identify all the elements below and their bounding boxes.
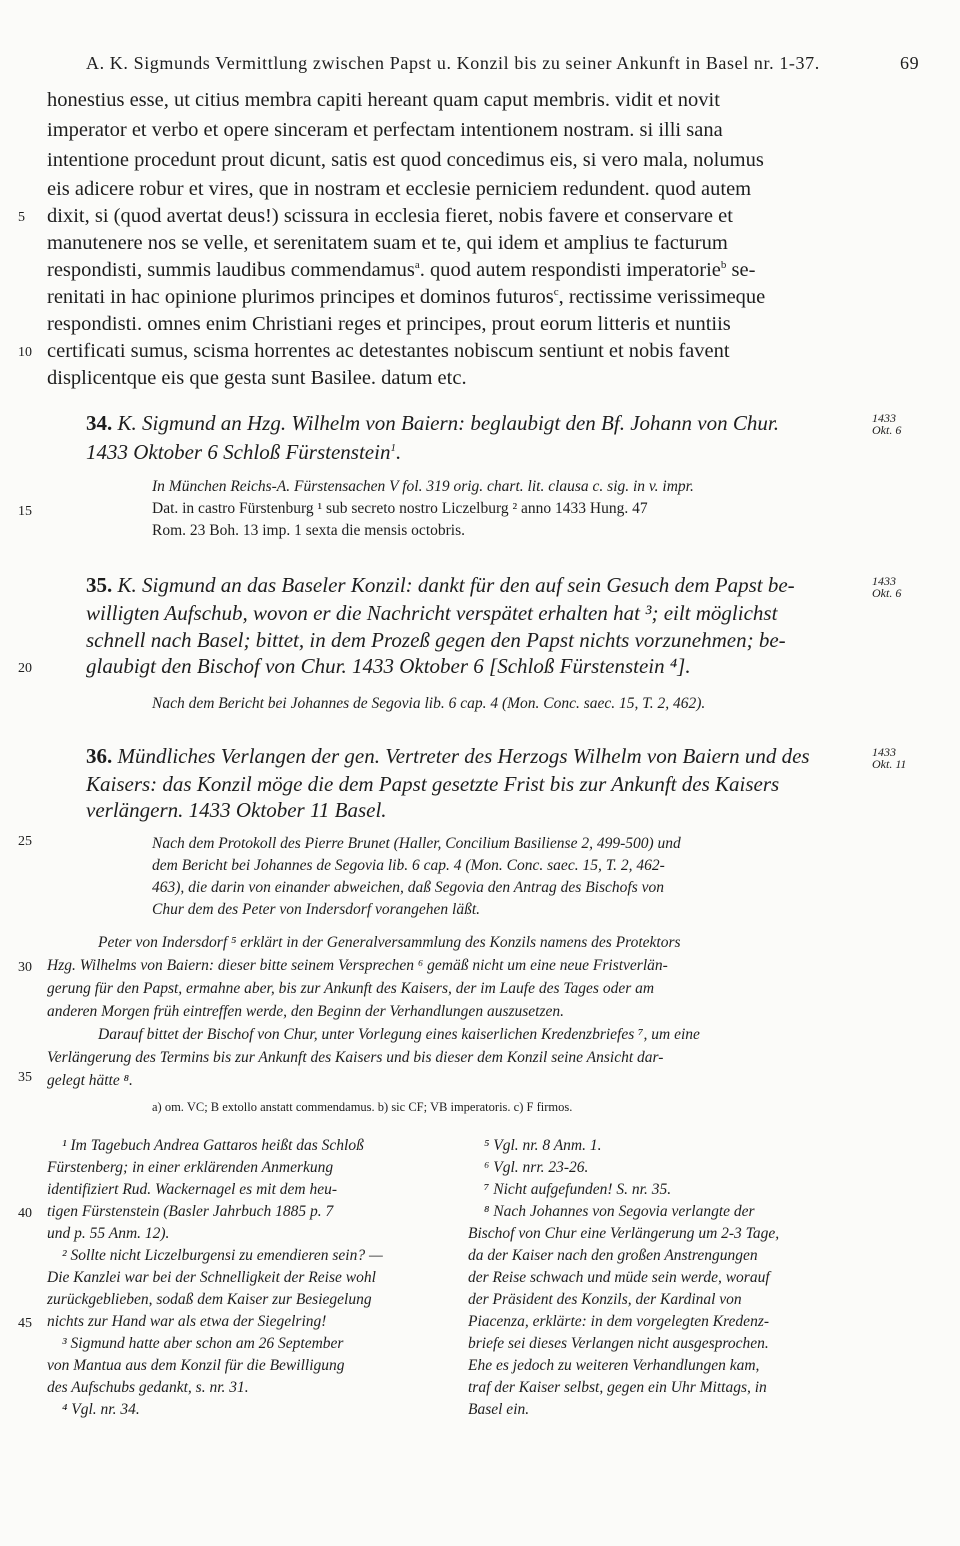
document-title: willigten Aufschub, wovon er die Nachricht verspätet erhalten hat ³; eilt möglichst [86,601,778,625]
footnote-line: Bischof von Chur eine Verlängerung um 2-3 Tage, [468,1225,780,1242]
text-line: Verlängerung des Termins bis zur Ankunft des Kaisers und bis dieser dem Konzil seine Ansicht dar- [47,1049,664,1066]
document-35-source: Nach dem Bericht bei Johannes de Segovia lib. 6 cap. 4 (Mon. Conc. saec. 15, T. 2, 462). [152,695,706,712]
source-line: Rom. 23 Boh. 13 imp. 1 sexta die mensis octobris. [152,522,465,539]
text-line: Peter von Indersdorf ⁵ erklärt in der Generalversammlung des Konzils namens des Protektors [98,934,681,951]
text-line: gelegt hätte ⁸. [47,1072,133,1089]
apparatus-mark: b [720,259,727,272]
running-title: A. K. Sigmunds Vermittlung zwischen Papst u. Konzil bis zu seiner Ankunft in Basel nr. 1-37. [86,53,820,73]
footnote-line: ¹ Im Tagebuch Andrea Gattaros heißt das Schloß [62,1137,364,1154]
document-number: 35. [86,573,113,597]
document-title: schnell nach Basel; bittet, in dem Prozeß gegen den Papst nichts vorzunehmen; be- [86,628,786,652]
footnote-line: Die Kanzlei war bei der Schnelligkeit der Reise wohl [47,1269,376,1286]
text-line: certificati sumus, scisma horrentes ac detestantes nobiscum sentiunt et nobis favent [47,340,730,362]
footnote-line: identifiziert Rud. Wackernagel es mit dem heu- [47,1181,337,1198]
text-line: Darauf bittet der Bischof von Chur, unter Vorlegung eines kaiserlichen Kredenzbriefes ⁷, um eine [98,1026,700,1043]
source-line: 463), die darin von einander abweichen, daß Segovia den Antrag des Bischofs von [152,879,664,896]
line-number: 10 [18,345,32,360]
text-line: anderen Morgen früh eintreffen werde, den Beginn der Verhandlungen auszusetzen. [47,1003,565,1020]
footnote-line: traf der Kaiser selbst, gegen ein Uhr Mittags, in [468,1379,767,1396]
text-line: displicentque eis que gesta sunt Basilee. datum etc. [47,367,467,389]
footnote-line: ⁸ Nach Johannes von Segovia verlangte der [484,1203,755,1220]
document-title: verlängern. 1433 Oktober 11 Basel. [86,798,387,822]
text-line: respondisti. omnes enim Christiani reges et principes, prout eorum litteris et nuntiis [47,313,731,335]
margin-date: 1433 Okt. 11 [872,745,907,771]
apparatus-mark: a [414,259,420,272]
text-line: intentione procedunt prout dicunt, satis est quod concedimus eis, si vero mala, nolumus [47,149,764,171]
apparatus-mark: c [553,286,559,299]
document-number: 34. [86,411,113,435]
text-fragment: . quod autem respondisti imperatorie [419,259,721,281]
line-number: 25 [18,834,32,849]
document-number: 36. [86,744,113,768]
text-line: eis adicere robur et vires, que in nostram et ecclesie perniciem redundent. quod autem [47,178,752,200]
text-line: imperator et verbo et opere sinceram et perfectam intentionem nostram. si illi sana [47,119,723,141]
source-line: Nach dem Protokoll des Pierre Brunet (Haller, Concilium Basiliense 2, 499-500) und [152,835,681,852]
critical-apparatus: a) om. VC; B extollo anstatt commendamus. b) sic CF; VB imperatoris. c) F firmos. [152,1100,573,1114]
footnote-line: von Mantua aus dem Konzil für die Bewilligung [47,1357,345,1374]
text-line: manutenere nos se velle, et serenitatem suam et te, qui idem et amplius te facturum [47,232,728,254]
footnote-line: nichts zur Hand war als etwa der Siegelring! [47,1313,327,1330]
running-header [86,53,946,74]
footnote-line: ⁴ Vgl. nr. 34. [62,1401,140,1418]
page-number: 69 [900,53,920,73]
document-title: glaubigt den Bischof von Chur. 1433 Oktober 6 [Schloß Fürstenstein ⁴]. [86,654,691,678]
document-title: K. Sigmund an das Baseler Konzil: dankt für den auf sein Gesuch dem Papst be- [117,573,795,597]
footnote-line: ⁵ Vgl. nr. 8 Anm. 1. [484,1137,602,1154]
line-number: 5 [18,210,25,225]
footnote-line: ² Sollte nicht Liczelburgensi zu emendieren sein? — [62,1247,383,1264]
document-title: Mündliches Verlangen der gen. Vertreter des Herzogs Wilhelm von Baiern und des [117,744,810,768]
footnote-line: und p. 55 Anm. 12). [47,1225,170,1242]
footnote-line: Basel ein. [468,1401,530,1418]
text-fragment: renitati in hac opinione plurimos principes et dominos futuros [47,286,554,308]
line-number: 45 [18,1316,32,1331]
text-fragment: , rectissime verissimeque [558,286,766,308]
footnote-line: ⁶ Vgl. nrr. 23-26. [484,1159,589,1176]
text-line: dixit, si (quod avertat deus!) scissura in ecclesia fieret, nobis favere et conservare et [47,205,733,227]
source-line: Dat. in castro Fürstenburg ¹ sub secreto nostro Liczelburg ² anno 1433 Hung. 47 [152,500,648,517]
footnote-line: der Reise schwach und müde sein werde, worauf [468,1269,770,1286]
document-title: 1433 Oktober 6 Schloß Fürstenstein [86,440,391,464]
line-number: 30 [18,960,32,975]
line-number: 40 [18,1206,32,1221]
footnote-line: briefe sei dieses Verlangen nicht ausgesprochen. [468,1335,769,1352]
footnote-line: Piacenza, erklärte: in dem vorgelegten Kredenz- [468,1313,770,1330]
footnote-line: Fürstenberg; in einer erklärenden Anmerkung [47,1159,334,1176]
footnote-line: des Aufschubs gedankt, s. nr. 31. [47,1379,249,1396]
document-title: Kaisers: das Konzil möge die dem Papst gesetzte Frist bis zur Ankunft des Kaisers [86,772,780,796]
margin-date: 1433 Okt. 6 [872,411,902,437]
text-line: honestius esse, ut citius membra capiti hereant quam caput membris. vidit et novit [47,89,720,111]
line-number: 15 [18,504,32,519]
footnote-line: tigen Fürstenstein (Basler Jahrbuch 1885 p. 7 [47,1203,334,1220]
line-number: 35 [18,1070,32,1085]
footnote-line: der Präsident des Konzils, der Kardinal von [468,1291,742,1308]
source-line: dem Bericht bei Johannes de Segovia lib. 6 cap. 4 (Mon. Conc. saec. 15, T. 2, 462- [152,857,665,874]
document-title: K. Sigmund an Hzg. Wilhelm von Baiern: beglaubigt den Bf. Johann von Chur. [117,411,779,435]
text-fragment: se- [731,259,756,281]
text-line [47,286,765,309]
footnote-line: ³ Sigmund hatte aber schon am 26 September [62,1335,344,1352]
text-line: gerung für den Papst, ermahne aber, bis zur Ankunft des Kaisers, der im Laufe des Tages oder am [47,980,655,997]
text-line [47,259,755,282]
footnote-line: zurückgeblieben, sodaß dem Kaiser zur Besiegelung [47,1291,372,1308]
footnote-mark: 1 [390,442,396,454]
text-line: Hzg. Wilhelms von Baiern: dieser bitte seinem Versprechen ⁶ gemäß nicht um eine neue Fristverlän- [47,957,668,974]
text-fragment: respondisti, summis laudibus commendamus [47,259,415,281]
margin-date: 1433 Okt. 6 [872,574,902,600]
footnote-line: da der Kaiser nach den großen Anstrengungen [468,1247,758,1264]
source-line: Chur dem des Peter von Indersdorf vorangehen läßt. [152,901,481,918]
line-number: 20 [18,661,32,676]
source-line: In München Reichs-A. Fürstensachen V fol. 319 orig. chart. lit. clausa c. sig. in v. impr. [152,478,694,495]
footnote-line: Ehe es jedoch zu weiteren Verhandlungen kam, [468,1357,760,1374]
footnote-line: ⁷ Nicht aufgefunden! S. nr. 35. [484,1181,672,1198]
